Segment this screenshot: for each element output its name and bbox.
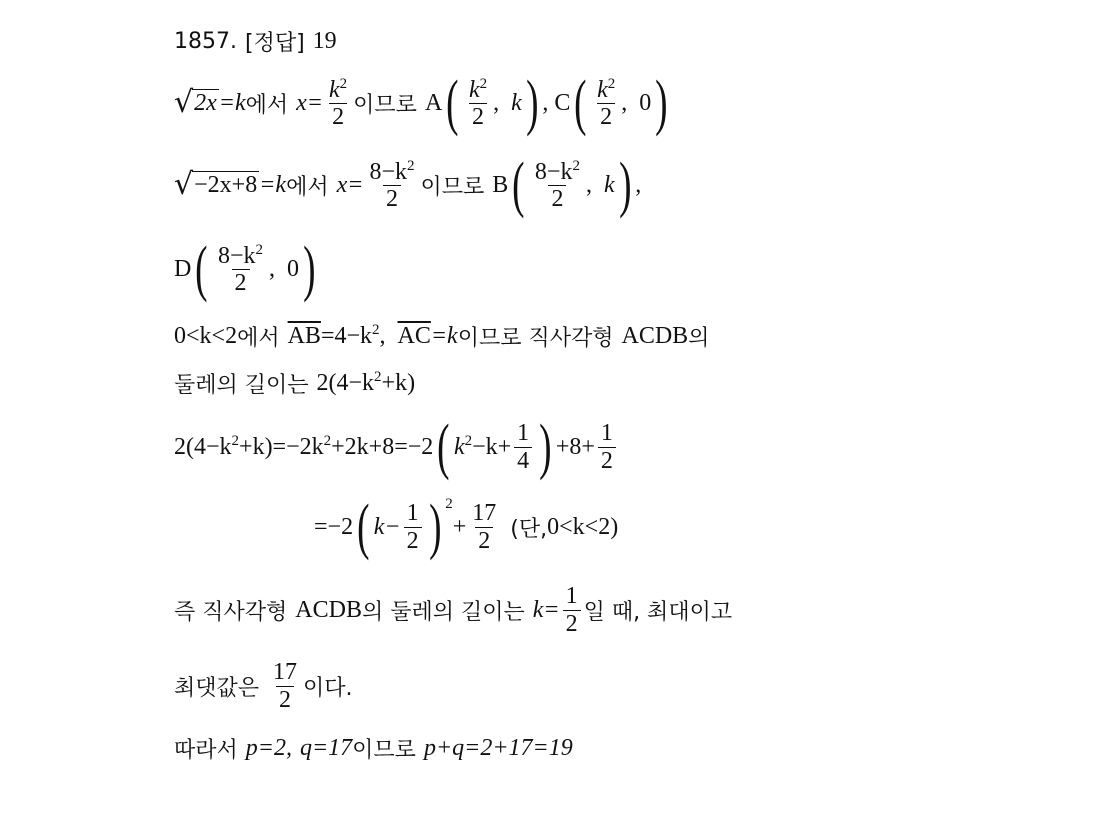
solution-line-7: =−2 ( k− $\frac{1}{2}$ ) $^2$ + $\frac{17}{2}$ (단, 0<k<2) <box>314 492 619 561</box>
sqrt-2x: √ 2x <box>174 85 217 120</box>
solution-line-4: 0<k<2 에서 $\overline{AB}$ $=4-k^2$, $\overline{AC}$ =k 이므로 직사각형 ACDB 의 <box>174 322 710 351</box>
problem-header <box>174 24 337 58</box>
solution-line-2: √ −2x+8 =k 에서 x= $\frac{8-k^2}{2}$ 이므로 B ( $\frac{8-k^2}{2}$ , k ) , <box>174 150 642 219</box>
segment-AC: $\overline{AC}$ <box>397 322 431 349</box>
solution-line-9: 최댓값은 $\frac{17}{2}$ 이다. <box>174 659 353 713</box>
point-B: B <box>492 171 509 198</box>
solution-line-6: $2(4-k^2$ $+k)=-2k^2$ +2k+8=−2 ( $k^2$ −k+ $\frac{1}{4}$ ) +8+ $\frac{1}{2}$ <box>174 414 619 480</box>
fraction-k2-over-2: $\frac{k^2}{2}$ <box>329 75 348 130</box>
point-C: C <box>554 89 571 116</box>
answer-value: 19 <box>312 27 337 54</box>
segment-AB: $\overline{AB}$ <box>287 322 321 349</box>
solution-line-8: 즉 직사각형 ACDB 의 둘레의 길이는 k= $\frac{1}{2}$ 일 때, 최대이고 <box>174 583 733 637</box>
point-A: A <box>424 89 443 116</box>
solution-line-3: D ( $\frac{8-k^2}{2}$ , 0 ) <box>174 234 316 303</box>
solution-line-5: 둘레의 길이는 $2(4-k^2$ +k) <box>174 369 416 398</box>
point-D: D <box>174 255 192 282</box>
problem-number: 1857. <box>174 28 237 54</box>
sqrt-neg2x-plus-8: √ −2x+8 <box>174 167 258 202</box>
solution-line-10: 따라서 p=2, q=17 이므로 p+q=2+17=19 <box>174 734 573 763</box>
answer-label: [정답] <box>244 30 305 56</box>
solution-line-1: √ 2x =k 에서 x= $\frac{k^2}{2}$ 이므로 A ( $\frac{k^2}{2}$ , k ) , C ( $\frac{k^2}{2}$ , 0 ) <box>174 68 668 137</box>
